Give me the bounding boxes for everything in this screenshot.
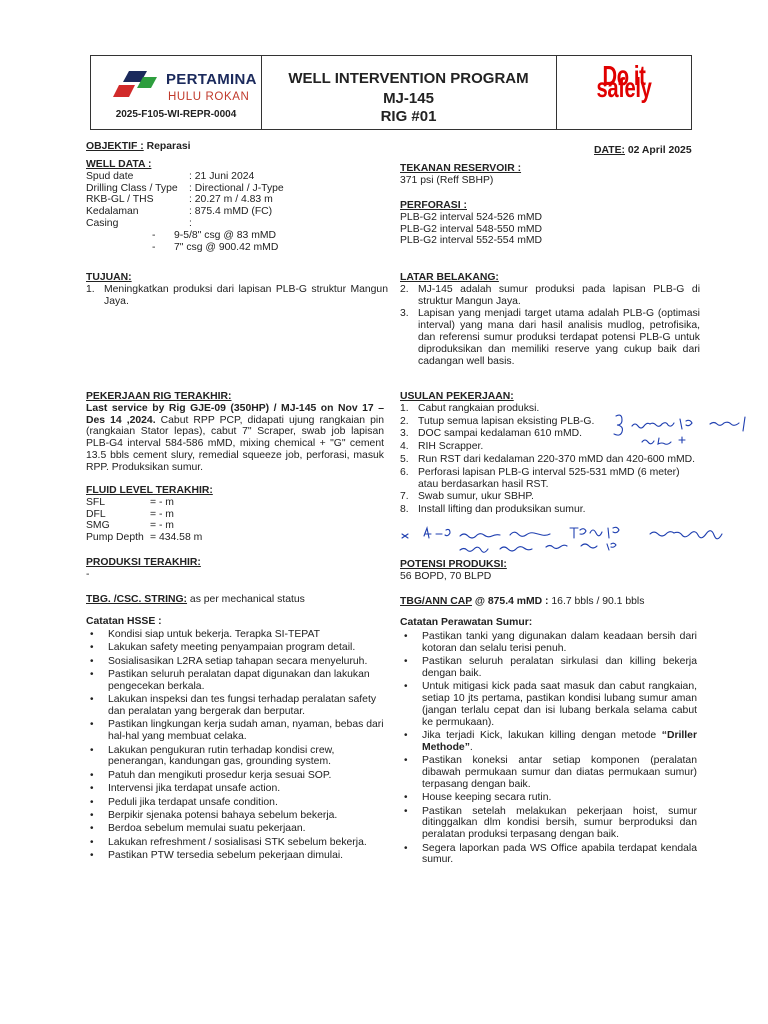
perforasi — [400, 200, 542, 247]
usulan-item: 3. DOC sampai kedalaman 610 mMD. — [400, 428, 583, 440]
hsse-item: • Pastikan seluruh peralatan dapat digunakan dan lakukan pengecekan berkala. — [90, 668, 370, 692]
last-service-detail: Cabut RPP PCP, didapati ujung rangkaian pin (rangkaian Stator lepas), cabut 7" Scraper, swab job lapisan PLB-G4 interval 584-586 mMD, mixing chemical + "G" cement 13.5 bbls cement slury, remedial squeeze job, perforasi, masuk RPP. Produksikan sumur. — [86, 414, 384, 473]
usulan-item: 6. Perforasi lapisan PLB-G interval 525-531 mMD (6 meter) atau berdasarkan hasil RST. — [400, 466, 680, 490]
date — [594, 145, 692, 157]
tbg-cap-depth: @ 875.4 mMD : — [471, 596, 549, 607]
tbg-string-heading: TBG. /CSC. STRING: — [86, 594, 188, 605]
hsse-item: • Peduli jika terdapat unsafe condition. — [90, 796, 278, 808]
fluid-row: SMG = - m — [86, 520, 174, 532]
hsse-item: • Lakukan inspeksi dan tes fungsi terhadap peralatan safety dan peralatan yang bergerak dan berputar. — [90, 694, 377, 717]
usulan-pekerjaan — [400, 391, 700, 517]
usulan-item: 2. Tutup semua lapisan eksisting PLB-G. — [400, 415, 595, 427]
latar-item: 3. Lapisan yang menjadi target utama adalah PLB-G (optimasi interval) yang mana dari hasil analisis mudlog, petrofisika, dan referensi sumur produksi terdapat potensi PLB-G untuk diproduksikan dan memiliki reserve yang cukup baik dari cadangan well basis. — [400, 308, 700, 367]
usulan-heading: USULAN PEKERJAAN: — [400, 391, 514, 402]
well-data-row: Drilling Class / Type : Directional / J-Type — [86, 182, 284, 194]
date-value: 02 April 2025 — [627, 145, 692, 156]
tujuan-heading: TUJUAN: — [86, 272, 132, 283]
perforasi-heading: PERFORASI : — [400, 200, 467, 211]
hsse-item: • Berpikir sjenaka potensi bahaya sebelum bekerja. — [90, 809, 338, 821]
rig-name: RIG #01 — [380, 108, 437, 125]
pekerjaan-rig-terakhir — [86, 391, 384, 474]
usulan-item: 5. Run RST dari kedalaman 220-370 mMD dan 420-600 mMD. — [400, 453, 696, 465]
tujuan — [86, 272, 388, 308]
fluid-row: SFL = - m — [86, 496, 174, 508]
latar-belakang — [400, 272, 700, 368]
fluid-heading: FLUID LEVEL TERAKHIR: — [86, 485, 213, 496]
tekanan-heading: TEKANAN RESERVOIR : — [400, 163, 522, 174]
perawatan-item: • Pastikan seluruh peralatan sirkulasi dan killing bekerja dengan baik. — [404, 655, 697, 679]
well-name: MJ-145 — [383, 90, 434, 107]
date-label: DATE: — [594, 145, 625, 156]
fluid-level — [86, 485, 366, 544]
handwritten-annotation — [612, 412, 762, 448]
well-data-row: RKB-GL / THS : 20.27 m / 4.83 m — [86, 194, 273, 206]
tbg-string — [86, 594, 305, 606]
potensi-value: 56 BOPD, 70 BLPD — [400, 570, 492, 582]
document-code: 2025-F105-WI-REPR-0004 — [115, 109, 237, 120]
perawatan-item: • Pastikan tanki yang digunakan dalam keadaan bersih dari kotoran dan selalu terisi penuh. — [404, 630, 697, 654]
safety-slogan: Do it safely — [596, 60, 652, 103]
hsse-item: • Kondisi siap untuk bekerja. Terapka SI-TEPAT — [90, 628, 320, 640]
perawatan-item: • Pastikan setelah melakukan pekerjaan hoist, sumur ditinggalkan dlm kondisi bersih, sumur berproduksi dan peralatan produksi terpasang dengan baik. — [404, 805, 697, 841]
latar-heading: LATAR BELAKANG: — [400, 272, 499, 283]
hsse-item: • Pastikan PTW tersedia sebelum pekerjaan dimulai. — [90, 850, 344, 862]
potensi-heading: POTENSI PRODUKSI: — [400, 559, 507, 570]
usulan-item: 7. Swab sumur, ukur SBHP. — [400, 491, 534, 503]
perforasi-item: PLB-G2 interval 552-554 mMD — [400, 235, 543, 247]
tbg-cap-value: 16.7 bbls / 90.1 bbls — [548, 596, 645, 607]
program-title: WELL INTERVENTION PROGRAM — [288, 70, 529, 87]
perawatan-heading: Catatan Perawatan Sumur: — [400, 617, 533, 628]
hsse-item: • Patuh dan mengikuti prosedur kerja sesuai SOP. — [90, 769, 332, 781]
last-service: Last service by Rig GJE-09 (350HP) / MJ-145 on Nov 17 – Des 14 ,2024. — [86, 402, 384, 426]
fluid-row: DFL = - m — [86, 508, 174, 520]
hsse-item: • Pastikan lingkungan kerja sudah aman, nyaman, bebas dari hal-hal yang membuat celaka. — [90, 719, 384, 743]
casing-item: - 7" csg @ 900.42 mMD — [152, 241, 279, 253]
perawatan-item: • Untuk mitigasi kick pada saat masuk dan cabut rangkaian, setiap 10 jts pertama, pastikan kondisi lubang sumur aman (jangan terlalu cepat dan isi lubang berkala selama cabut ke permukaan). — [404, 681, 697, 728]
perawatan-item: • House keeping secara rutin. — [404, 792, 552, 804]
hsse-item: • Berdoa sebelum memulai suatu pekerjaan. — [90, 823, 306, 835]
perawatan-item: • Segera laporkan pada WS Office apabila terdapat kendala sumur. — [404, 842, 697, 866]
hsse-item: • Lakukan pengukuran rutin terhadap kondisi crew, penerangan, kandungan gas, grounding system. — [90, 744, 335, 768]
usulan-item: 1. Cabut rangkaian produksi. — [400, 402, 540, 414]
hsse-item: • Lakukan refreshment / sosialisasi STK sebelum bekerja. — [90, 836, 367, 848]
hsse-item: • Lakukan safety meeting penyampaian program detail. — [90, 642, 356, 654]
tujuan-item: 1. Meningkatkan produksi dari lapisan PLB-G struktur Mangun Jaya. — [86, 283, 388, 307]
well-data-heading: WELL DATA : — [86, 159, 152, 170]
hsse-item: • Intervensi jika terdapat unsafe action. — [90, 783, 281, 795]
perawatan-item: • Jika terjadi Kick, lakukan killing dengan metode “Driller Methode”. — [404, 729, 697, 753]
catatan-perawatan — [400, 617, 697, 868]
well-data-row: Kedalaman : 875.4 mMD (FC) — [86, 206, 273, 218]
tekanan-reservoir — [400, 163, 521, 187]
usulan-item: 8. Install lifting dan produksikan sumur. — [400, 504, 586, 516]
handwritten-annotation — [400, 522, 745, 556]
pekerjaan-heading: PEKERJAAN RIG TERAKHIR: — [86, 391, 232, 402]
latar-item: 2. MJ-145 adalah sumur produksi pada lapisan PLB-G di struktur Mangun Jaya. — [400, 283, 700, 307]
objektif — [86, 141, 191, 153]
well-data-row: Spud date : 21 Juni 2024 — [86, 170, 255, 182]
hsse-item: • Sosialisasikan L2RA setiap tahapan secara menyeluruh. — [90, 655, 368, 667]
potensi-produksi — [400, 559, 507, 583]
tbg-cap-heading: TBG/ANN CAP — [400, 596, 472, 607]
company-sub: HULU ROKAN — [168, 91, 250, 103]
perawatan-item: • Pastikan koneksi antar setiap komponen (peralatan dibawah permukaan sumur dan diatas permukaan sumur) terpasang dengan baik. — [404, 755, 697, 790]
header-divider — [556, 56, 557, 129]
catatan-hsse — [86, 616, 386, 863]
produksi-terakhir — [86, 557, 201, 581]
well-data — [86, 159, 386, 253]
pertamina-logo-icon — [113, 67, 163, 105]
objektif-label: OBJEKTIF : — [86, 141, 144, 152]
tekanan-value: 371 psi (Reff SBHP) — [400, 174, 494, 186]
tbg-cap — [400, 596, 644, 608]
produksi-heading: PRODUKSI TERAKHIR: — [86, 557, 201, 568]
produksi-value: - — [86, 568, 90, 580]
objektif-value: Reparasi — [146, 141, 191, 152]
perforasi-item: PLB-G2 interval 548-550 mMD — [400, 223, 543, 235]
hsse-heading: Catatan HSSE : — [86, 616, 162, 627]
perforasi-item: PLB-G2 interval 524-526 mMD — [400, 211, 543, 223]
casing-item: - 9-5/8" csg @ 83 mMD — [152, 229, 277, 241]
header-box — [90, 55, 692, 130]
usulan-item: 4. RIH Scrapper. — [400, 441, 484, 453]
well-data-row: Casing : — [86, 217, 192, 229]
tbg-string-value: as per mechanical status — [187, 594, 305, 605]
fluid-row: Pump Depth = 434.58 m — [86, 532, 203, 544]
company-name: PERTAMINA — [166, 71, 257, 88]
